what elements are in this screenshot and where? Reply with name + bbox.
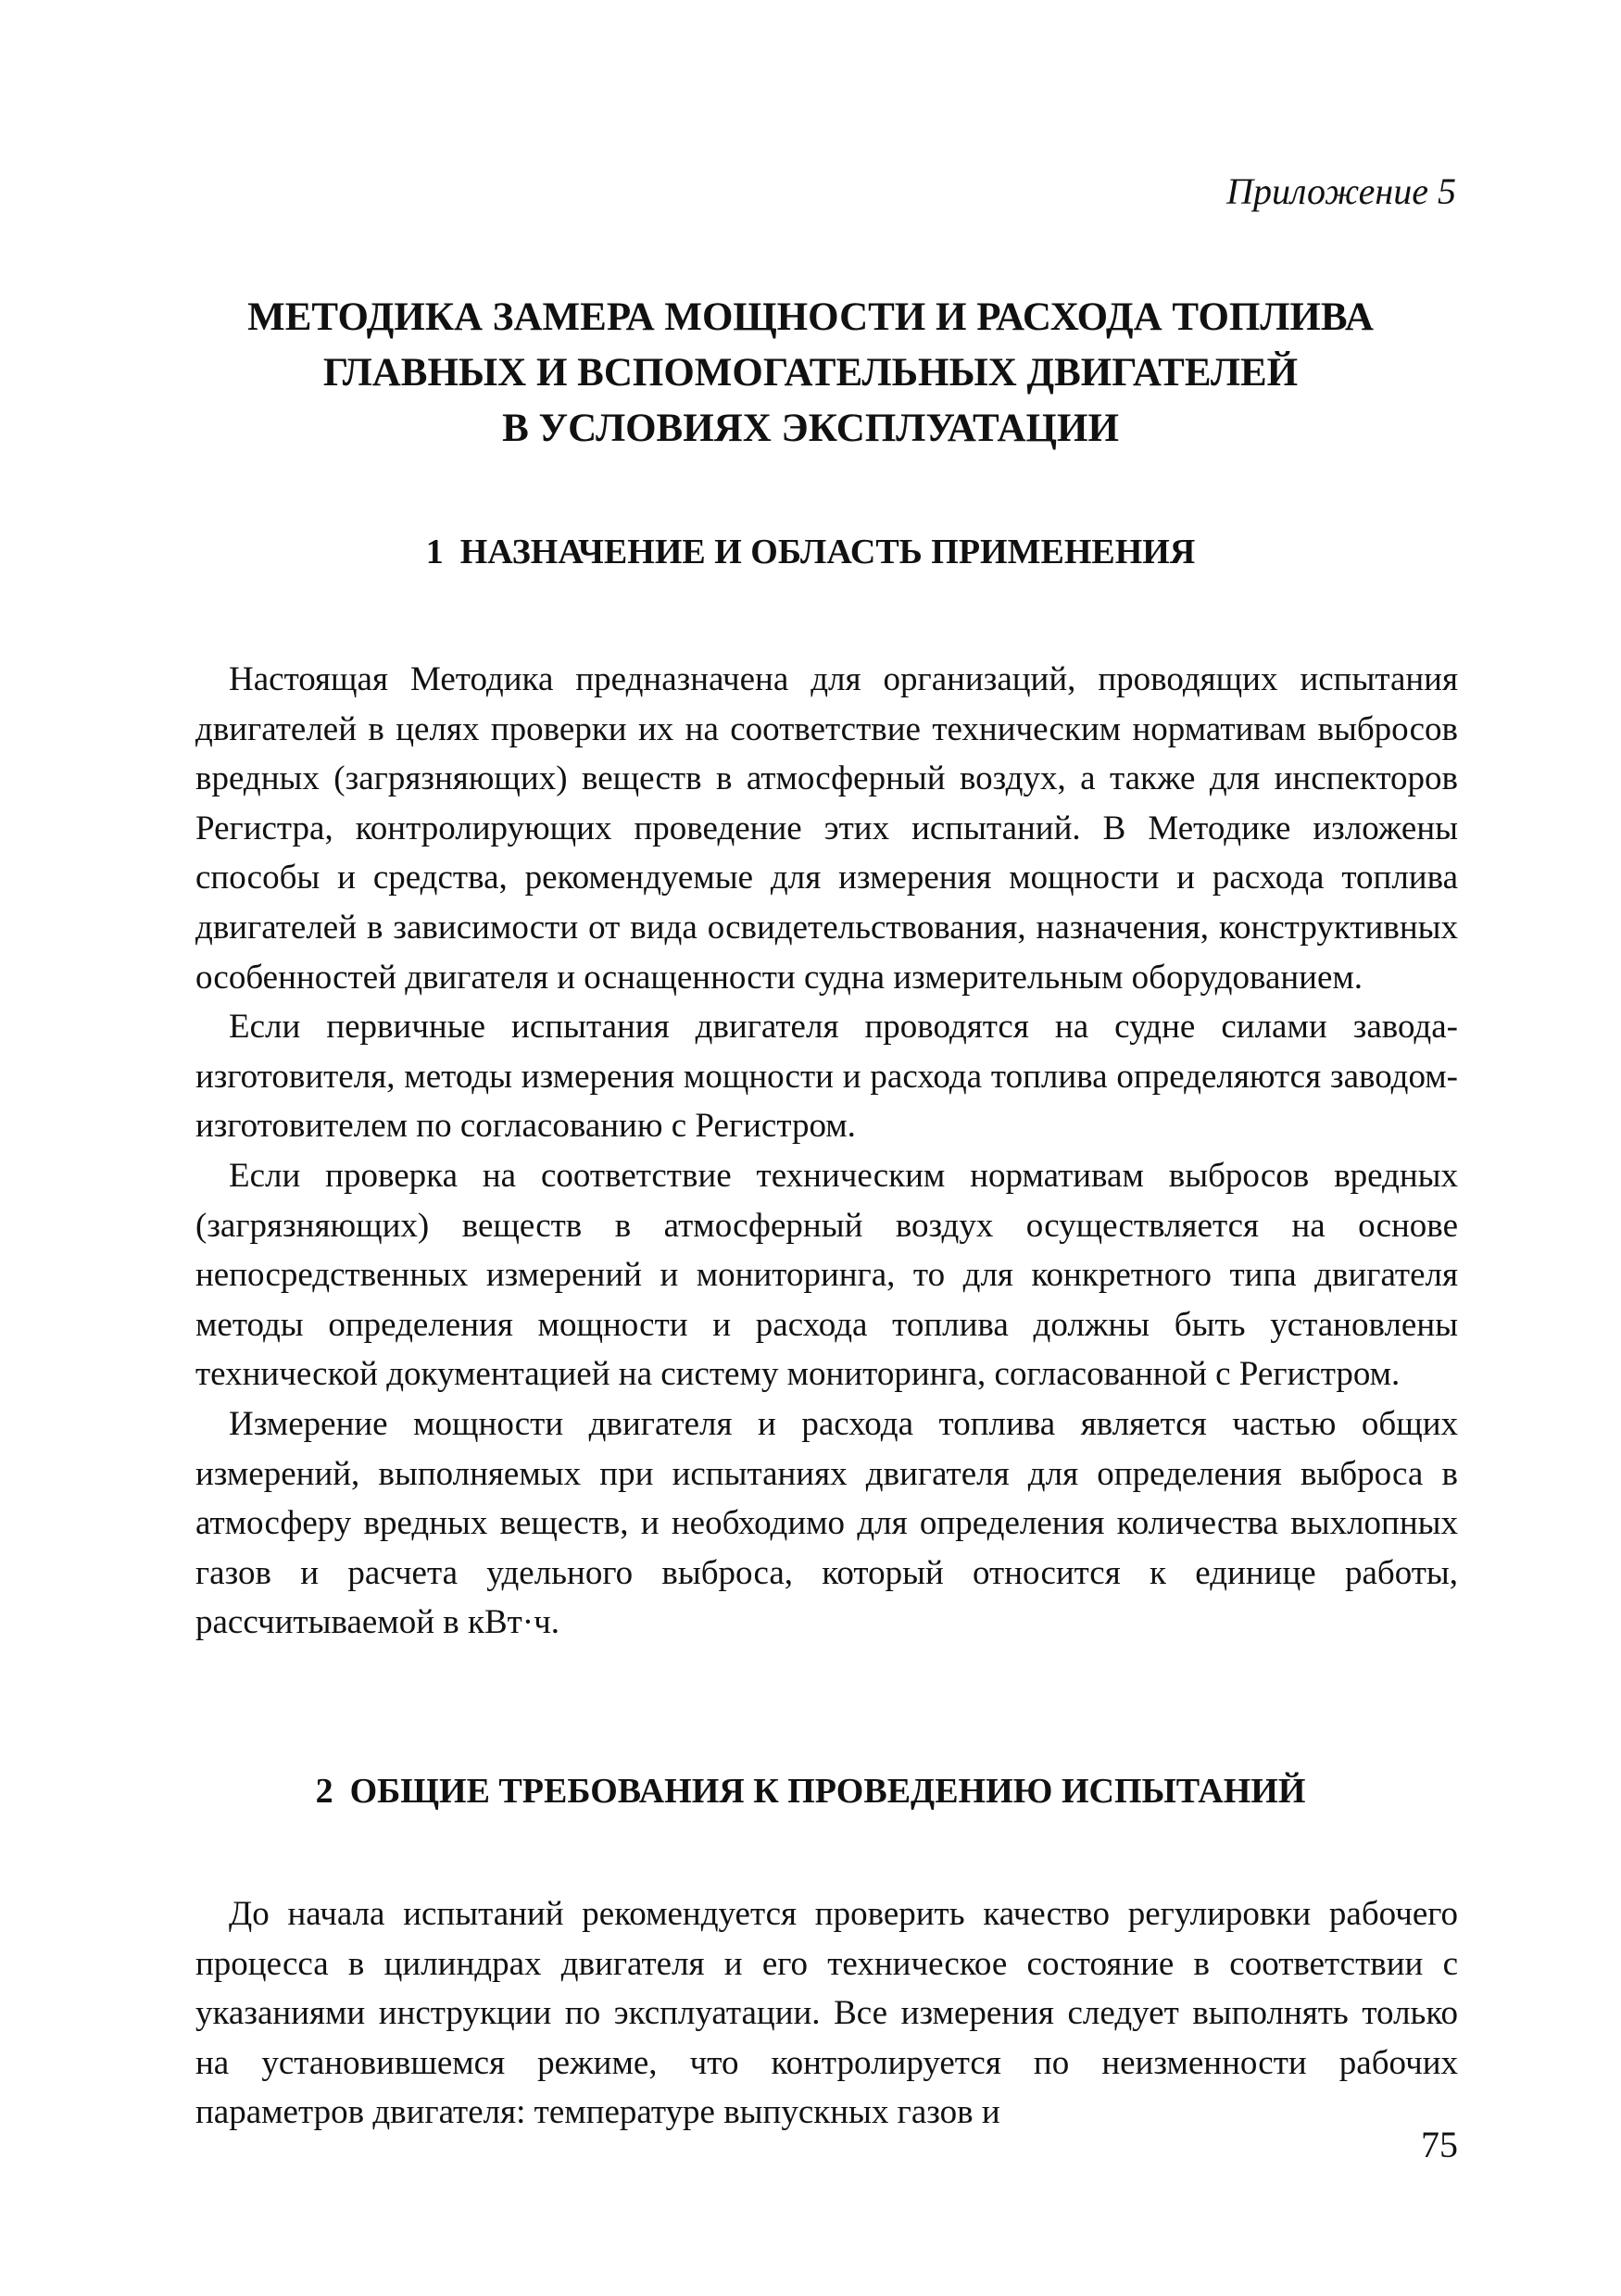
section-2-heading (165, 1769, 1456, 1813)
section-2-body (195, 1889, 1458, 2138)
paragraph: До начала испытаний рекомендуется проверить качество регулировки рабочего процесса в цилиндрах двигателя и его техническое состояние в соответствии с указаниями инструкции по эксплуатации. Все измерения следует выполнять только на установившемся режиме, что контролируется по неизменности рабочих параметров двигателя: температуре выпускных газов и (195, 1895, 1458, 2132)
document-title (165, 290, 1456, 457)
title-line: МЕТОДИКА ЗАМЕРА МОЩНОСТИ И РАСХОДА ТОПЛИВА (247, 295, 1374, 339)
title-line: ГЛАВНЫХ И ВСПОМОГАТЕЛЬНЫХ ДВИГАТЕЛЕЙ (322, 351, 1299, 395)
paragraph: Измерение мощности двигателя и расхода топлива является частью общих измерений, выполняемых при испытаниях двигателя для определения выброса в атмосферу вредных веществ, и необходимо для определения количества выхлопных газов и расчета удельного выброса, который относится к единице работы, рассчитываемой в кВт·ч. (195, 1404, 1458, 1642)
title-line: В УСЛОВИЯХ ЭКСПЛУАТАЦИИ (502, 407, 1119, 450)
page-number: 75 (1421, 2124, 1458, 2165)
section-1-heading (165, 530, 1456, 574)
paragraph: Настоящая Методика предназначена для организаций, проводящих испытания двигателей в целях проверки их на соответствие техническим нормативам выбросов вредных (загрязняющих) веществ в атмосферный воздух, а также для инспекторов Регистра, контролирующих проведение этих испытаний. В Методике изложены способы и средства, рекомендуемые для измерения мощности и расхода топлива двигателей в зависимости от вида освидетельствования, назначения, конструктивных особенностей двигателя и оснащенности судна измерительным оборудованием. (195, 660, 1458, 997)
paragraph: Если проверка на соответствие техническим нормативам выбросов вредных (загрязняющих) веществ в атмосферный воздух осуществляется на основе непосредственных измерений и мониторинга, то для конкретного типа двигателя методы определения мощности и расхода топлива должны быть установлены технической документацией на систему мониторинга, согласованной с Регистром. (195, 1156, 1458, 1394)
section-title: ОБЩИЕ ТРЕБОВАНИЯ К ПРОВЕДЕНИЮ ИСПЫТАНИЙ (349, 1772, 1306, 1811)
section-1-body (195, 655, 1458, 1648)
section-number: 2 (315, 1772, 333, 1811)
appendix-label: Приложение 5 (1226, 170, 1456, 212)
section-title: НАЗНАЧЕНИЕ И ОБЛАСТЬ ПРИМЕНЕНИЯ (459, 533, 1196, 571)
paragraph: Если первичные испытания двигателя проводятся на судне силами завода-изготовителя, методы измерения мощности и расхода топлива определяются заводом-изготовителем по согласованию с Регистром. (195, 1008, 1458, 1146)
section-number: 1 (425, 533, 444, 571)
